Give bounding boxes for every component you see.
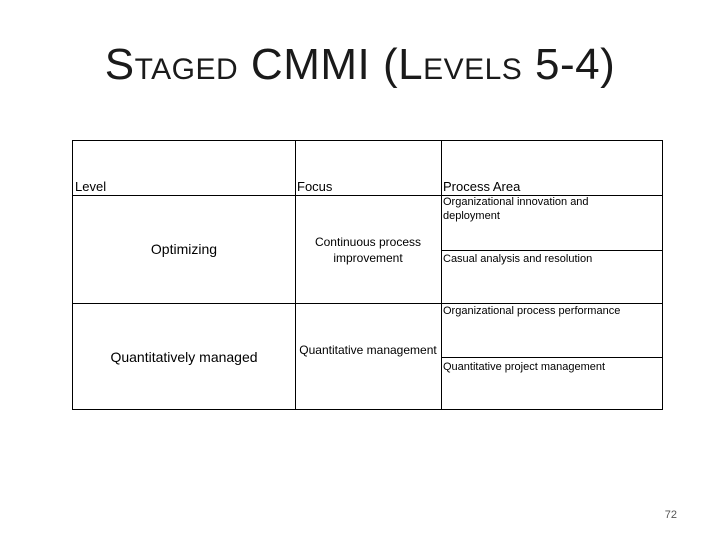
- process-area-divider: [441, 357, 662, 358]
- header-focus: Focus: [297, 179, 333, 194]
- process-area-divider: [441, 250, 662, 251]
- process-area-cell: Quantitative project management: [443, 361, 606, 373]
- level-cell: Optimizing: [150, 241, 218, 257]
- focus-cell: Quantitative management: [299, 343, 437, 357]
- title-part: EVELS: [423, 53, 523, 86]
- header-process-area: Process Area: [443, 179, 521, 194]
- title-part: CMMI (L: [238, 40, 424, 89]
- column-divider: [441, 141, 442, 410]
- title-part: 5-4): [522, 40, 616, 89]
- level-cell: Quantitatively managed: [110, 349, 258, 365]
- process-area-cell: Organizational process performance: [443, 305, 621, 317]
- title-part: S: [104, 40, 135, 89]
- process-area-cell: Casual analysis and resolution: [443, 253, 593, 265]
- title-part: TAGED: [134, 53, 239, 86]
- focus-cell: Continuous process improvement: [314, 235, 422, 265]
- slide-title: [0, 40, 720, 90]
- page-number: 72: [664, 509, 677, 521]
- header-level: Level: [75, 179, 107, 194]
- cmmi-table: [72, 140, 663, 410]
- process-area-cell: Organizational innovation and deployment: [443, 196, 589, 222]
- column-divider: [295, 141, 296, 410]
